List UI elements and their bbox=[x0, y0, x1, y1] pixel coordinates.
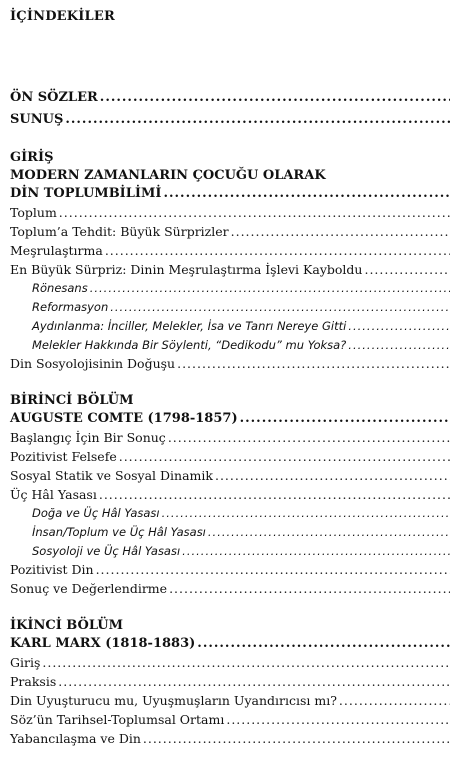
toc-subentry[interactable] bbox=[32, 336, 450, 354]
dot-leader bbox=[348, 317, 450, 335]
toc-entry[interactable] bbox=[10, 692, 450, 710]
toc-subentry[interactable] bbox=[32, 317, 450, 335]
toc-entry-label: Melekler Hakkında Bir Söylenti, “Dedikodu” mu Yoksa? bbox=[32, 338, 347, 352]
toc-subentry[interactable] bbox=[32, 523, 450, 541]
toc-entry-presentation[interactable] bbox=[10, 111, 450, 129]
toc-entry-label: Din Uyuşturucu mu, Uyuşmuşların Uyandırıcısı mı? bbox=[10, 693, 337, 708]
toc-subentry[interactable] bbox=[32, 504, 450, 522]
toc-entry-label: DİN TOPLUMBİLİMİ bbox=[10, 186, 162, 201]
toc-entry[interactable] bbox=[10, 261, 450, 279]
toc-entry[interactable] bbox=[10, 429, 450, 447]
toc-entry[interactable] bbox=[10, 355, 450, 373]
chapter-label: İKİNCİ BÖLÜM bbox=[10, 618, 124, 633]
dot-leader bbox=[119, 448, 450, 466]
toc-entry-label: AUGUSTE COMTE (1798-1857) bbox=[10, 411, 238, 426]
dot-leader bbox=[240, 410, 450, 428]
toc-entry-label: Toplum bbox=[10, 205, 57, 220]
toc-entry-label: En Büyük Sürpriz: Dinin Meşrulaştırma İşlevi Kayboldu bbox=[10, 262, 363, 277]
toc-entry-label: Rönesans bbox=[32, 281, 88, 295]
dot-leader bbox=[105, 242, 450, 260]
toc-entry[interactable] bbox=[10, 223, 450, 241]
dot-leader bbox=[90, 279, 450, 297]
toc-entry-label: Başlangıç İçin Bir Sonuç bbox=[10, 430, 166, 445]
dot-leader bbox=[143, 730, 450, 748]
toc-entry-label: Toplum’a Tehdit: Büyük Sürprizler bbox=[10, 224, 229, 239]
toc-entry[interactable] bbox=[10, 448, 450, 466]
dot-leader bbox=[364, 261, 450, 279]
chapter-label: BİRİNCİ BÖLÜM bbox=[10, 393, 134, 408]
section-label-intro: GİRİŞ bbox=[10, 150, 54, 165]
dot-leader bbox=[215, 467, 450, 485]
dot-leader bbox=[231, 223, 450, 241]
toc-entry-label: Pozitivist Din bbox=[10, 562, 94, 577]
dot-leader bbox=[110, 298, 450, 316]
dot-leader bbox=[197, 635, 450, 653]
toc-entry[interactable] bbox=[10, 204, 450, 222]
dot-leader bbox=[163, 185, 450, 203]
dot-leader bbox=[339, 692, 450, 710]
dot-leader bbox=[169, 580, 450, 598]
dot-leader bbox=[168, 429, 450, 447]
toc-entry[interactable] bbox=[10, 711, 450, 729]
dot-leader bbox=[42, 654, 450, 672]
toc-entry-label: SUNUŞ bbox=[10, 112, 64, 127]
toc-entry-label: KARL MARX (1818-1883) bbox=[10, 636, 196, 651]
toc-entry[interactable] bbox=[10, 242, 450, 260]
dot-leader bbox=[100, 89, 450, 107]
toc-entry[interactable] bbox=[10, 730, 450, 748]
toc-subentry[interactable] bbox=[32, 298, 450, 316]
toc-entry-label: Doğa ve Üç Hâl Yasası bbox=[32, 506, 160, 520]
toc-entry-label: Söz’ün Tarihsel-Toplumsal Ortamı bbox=[10, 712, 225, 727]
toc-entry-prefaces[interactable] bbox=[10, 89, 450, 107]
dot-leader bbox=[162, 504, 450, 522]
toc-entry-label: Pozitivist Felsefe bbox=[10, 449, 117, 464]
toc-entry[interactable] bbox=[10, 486, 450, 504]
dot-leader bbox=[58, 673, 450, 691]
toc-entry-label: Sosyal Statik ve Sosyal Dinamik bbox=[10, 468, 213, 483]
toc-entry-label: Sonuç ve Değerlendirme bbox=[10, 581, 168, 596]
toc-entry[interactable] bbox=[10, 580, 450, 598]
toc-subentry[interactable] bbox=[32, 542, 450, 560]
toc-entry-chapter-title[interactable] bbox=[10, 410, 450, 428]
toc-subentry[interactable] bbox=[32, 279, 450, 297]
dot-leader bbox=[65, 111, 450, 129]
toc-entry-label: Praksis bbox=[10, 674, 57, 689]
toc-entry[interactable] bbox=[10, 654, 450, 672]
toc-entry[interactable] bbox=[10, 561, 450, 579]
dot-leader bbox=[59, 204, 450, 222]
dot-leader bbox=[226, 711, 450, 729]
toc-entry-label: Yabancılaşma ve Din bbox=[10, 731, 141, 746]
toc-entry[interactable] bbox=[10, 467, 450, 485]
dot-leader bbox=[177, 355, 450, 373]
page-title: İÇİNDEKİLER bbox=[10, 9, 116, 24]
toc-entry-label: Üç Hâl Yasası bbox=[10, 487, 97, 502]
dot-leader bbox=[99, 486, 450, 504]
toc-entry-chapter-title[interactable] bbox=[10, 635, 450, 653]
section-title-line1: MODERN ZAMANLARIN ÇOCUĞU OLARAK bbox=[10, 168, 326, 183]
toc-entry-label: Giriş bbox=[10, 655, 41, 670]
dot-leader bbox=[96, 561, 450, 579]
dot-leader bbox=[348, 336, 450, 354]
toc-entry-section-title[interactable] bbox=[10, 185, 450, 203]
toc-entry-label: Din Sosyolojisinin Doğuşu bbox=[10, 356, 176, 371]
toc-entry-label: Sosyoloji ve Üç Hâl Yasası bbox=[32, 544, 181, 558]
toc-entry[interactable] bbox=[10, 673, 450, 691]
dot-leader bbox=[208, 523, 450, 541]
dot-leader bbox=[182, 542, 450, 560]
toc-entry-label: Aydınlanma: İnciller, Melekler, İsa ve Tanrı Nereye Gitti bbox=[32, 319, 347, 333]
toc-entry-label: ÖN SÖZLER bbox=[10, 90, 98, 105]
toc-entry-label: Meşrulaştırma bbox=[10, 243, 103, 258]
toc-entry-label: Reformasyon bbox=[32, 300, 109, 314]
toc-entry-label: İnsan/Toplum ve Üç Hâl Yasası bbox=[32, 525, 206, 539]
